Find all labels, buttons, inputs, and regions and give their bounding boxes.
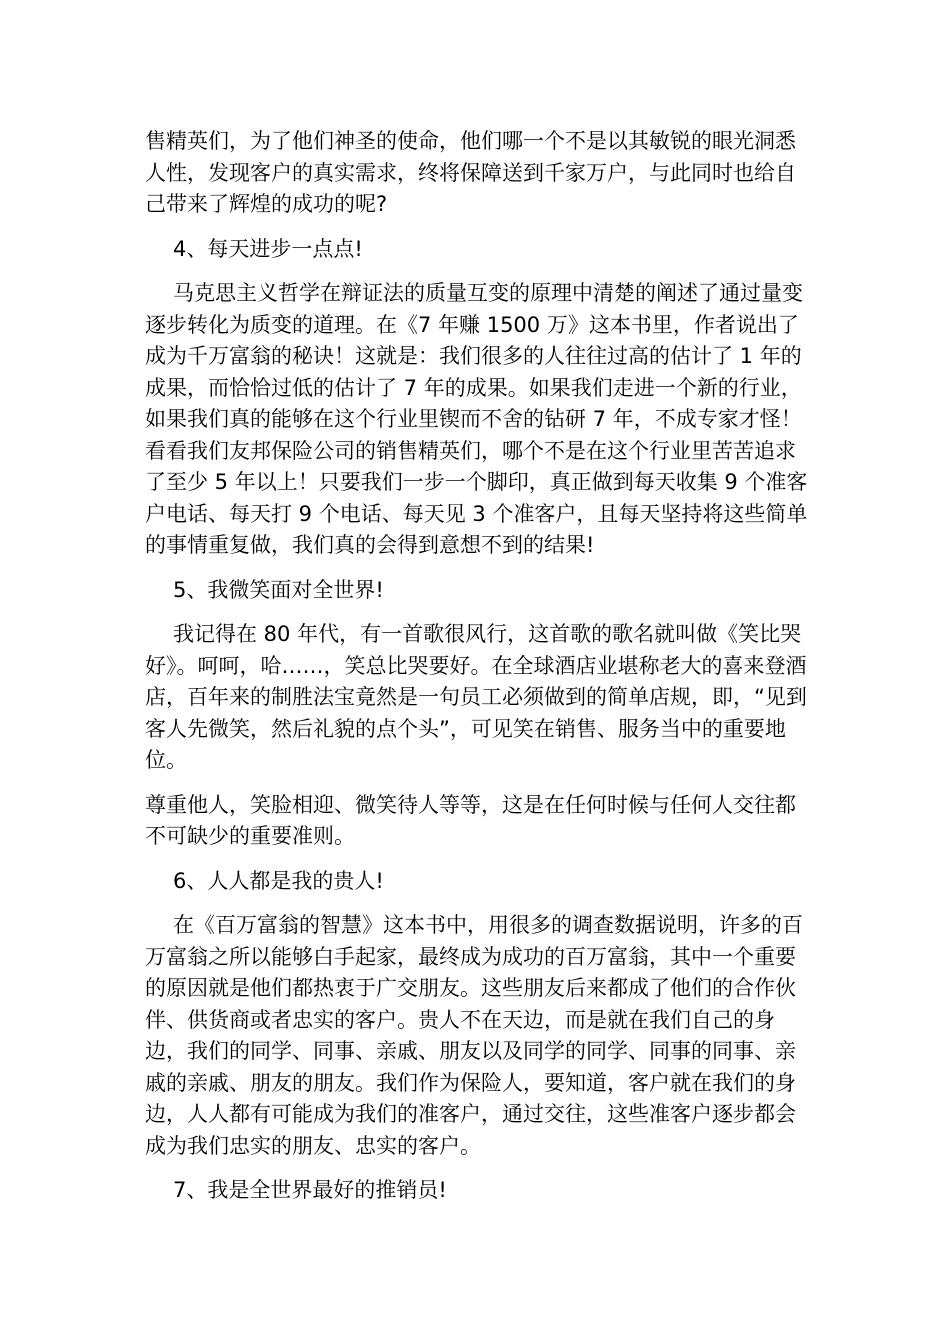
paragraph-section-4: 马克思主义哲学在辩证法的质量互变的原理中清楚的阐述了通过量变逐步转化为质变的道理。在《7 年赚 1500 万》这本书里，作者说出了成为千万富翁的秘诀！这就是：我们很多的人往往过高的估计了 1 年的成果，而恰恰过低的估计了 7 年的成果。如果我们走进一个新的行业，如果我们真的能够在这个行业里锲而不舍的钻研 7 年，不成专家才怪！看看我们友邦保险公司的销售精英们，哪个不是在这个行业里苦苦追求了至少 5 年以上！只要我们一步一个脚印，真正做到每天收集 9 个准客户电话、每天打 9 个电话、每天见 3 个准客户，且每天坚持将这些简单的事情重复做，我们真的会得到意想不到的结果! [145, 281, 808, 557]
paragraph-section-5: 我记得在 80 年代，有一首歌很风行，这首歌的歌名就叫做《笑比哭好》。呵呵，哈……，笑总比哭要好。在全球酒店业堪称老大的喜来登酒店，百年来的制胜法宝竟然是一句员工必须做到的简单店规，即，“见到客人先微笑，然后礼貌的点个头”，可见笑在销售、服务当中的重要地位。 [145, 622, 807, 772]
paragraph-section-5-respect: 尊重他人，笑脸相迎、微笑待人等等，这是在任何时候与任何人交往都不可缺少的重要准则。 [145, 792, 796, 848]
section-heading-6: 6、人人都是我的贵人! [173, 868, 384, 893]
paragraph-section-6: 在《百万富翁的智慧》这本书中，用很多的调查数据说明，许多的百万富翁之所以能够白手起家，最终成为成功的百万富翁，其中一个重要的原因就是他们都热衷于广交朋友。这些朋友后来都成了他们的合作伙伴、供货商或者忠实的客户。贵人不在天边，而是就在我们自己的身边，我们的同学、同事、亲戚、朋友以及同学的同学、同事的同事、亲戚的亲戚、朋友的朋友。我们作为保险人，要知道，客户就在我们的身边，人人都有可能成为我们的准客户，通过交往，这些准客户逐步都会成为我们忠实的朋友、忠实的客户。 [145, 913, 803, 1158]
section-heading-7: 7、我是全世界最好的推销员! [173, 1178, 447, 1202]
section-heading-5: 5、我微笑面对全世界! [173, 577, 384, 602]
document-page [145, 126, 810, 1220]
section-heading-4: 4、每天进步一点点! [173, 236, 363, 261]
paragraph-intro-continuation: 售精英们，为了他们神圣的使命，他们哪一个不是以其敏锐的眼光洞悉人性，发现客户的真实需求，终将保障送到千家万户，与此同时也给自己带来了辉煌的成功的呢? [145, 129, 796, 216]
